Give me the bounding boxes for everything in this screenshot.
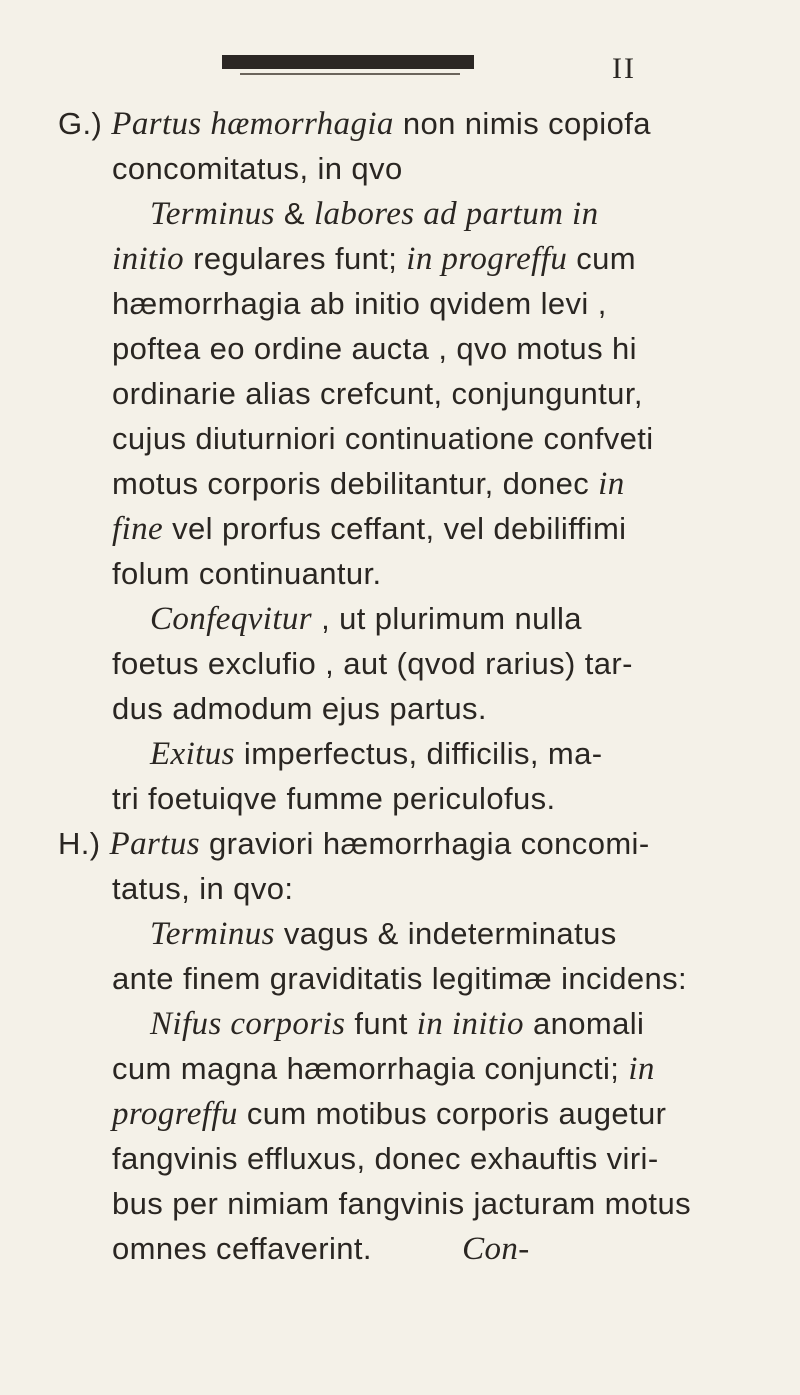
- text-line: [150, 914, 617, 954]
- italic-segment: Terminus: [150, 916, 275, 952]
- text-line: [112, 869, 293, 909]
- text-line: [112, 239, 636, 279]
- text-segment: motus corporis debilitantur, donec: [112, 466, 599, 501]
- italic-segment: Exitus: [150, 736, 235, 772]
- text-segment: fangvinis effluxus, donec exhauftis viri-: [112, 1141, 659, 1176]
- text-segment: G.): [58, 106, 112, 141]
- text-segment: funt: [345, 1006, 417, 1041]
- text-segment: cum motibus corporis augetur: [237, 1096, 667, 1131]
- page-number: II: [612, 52, 636, 85]
- text-segment: hæmorrhagia ab initio qvidem levi ,: [112, 286, 607, 321]
- italic-segment: labores ad partum in: [313, 196, 599, 232]
- italic-segment: in: [628, 1051, 655, 1087]
- text-segment: ordinarie alias crefcunt, conjunguntur,: [112, 376, 643, 411]
- italic-segment: fine: [112, 511, 164, 547]
- text-line: [58, 104, 651, 144]
- text-line: [112, 644, 633, 684]
- italic-segment: in: [598, 466, 625, 502]
- italic-segment: Terminus: [150, 196, 275, 232]
- text-line: [112, 1184, 691, 1224]
- italic-segment: progreffu: [112, 1096, 238, 1132]
- text-line: [150, 1004, 644, 1044]
- text-line: [58, 824, 650, 864]
- italic-segment: Partus: [109, 826, 200, 862]
- italic-segment: Confeqvitur: [150, 601, 313, 637]
- header-rule-thin: [240, 73, 460, 75]
- text-line: [112, 959, 687, 999]
- text-line: [150, 734, 603, 774]
- text-segment: regulares funt;: [184, 241, 407, 276]
- text-segment: concomitatus, in qvo: [112, 151, 403, 186]
- text-segment: , ut plurimum nulla: [312, 601, 582, 636]
- text-line: [112, 149, 403, 189]
- text-segment: [372, 1231, 462, 1266]
- text-line: [112, 464, 625, 504]
- text-segment: graviori hæmorrhagia concomi-: [199, 826, 650, 861]
- text-line: [112, 1139, 659, 1179]
- text-segment: omnes ceffaverint.: [112, 1231, 372, 1266]
- text-segment: H.): [58, 826, 110, 861]
- italic-segment: in progreffu: [406, 241, 568, 277]
- italic-segment: Partus hæmorrhagia: [111, 106, 394, 142]
- text-segment: foetus exclufio , aut (qvod rarius) tar-: [112, 646, 633, 681]
- text-line: [112, 779, 556, 819]
- italic-segment: Con-: [462, 1231, 530, 1267]
- text-line: [112, 1229, 530, 1269]
- text-line: [112, 1094, 666, 1134]
- italic-segment: initio: [112, 241, 185, 277]
- header-rule: [222, 55, 474, 69]
- text-segment: vel prorfus ceffant, vel debiliffimi: [163, 511, 627, 546]
- text-segment: imperfectus, difficilis, ma-: [234, 736, 603, 771]
- text-line: [112, 689, 487, 729]
- text-segment: non nimis copiofa: [393, 106, 651, 141]
- text-segment: cum: [567, 241, 637, 276]
- text-segment: cum magna hæmorrhagia conjuncti;: [112, 1051, 629, 1086]
- text-line: [112, 419, 654, 459]
- text-segment: ante finem graviditatis legitimæ incidens:: [112, 961, 688, 996]
- text-segment: vagus & indeterminatus: [274, 916, 617, 951]
- text-line: [112, 554, 382, 594]
- text-segment: tatus, in qvo:: [112, 871, 294, 906]
- italic-segment: in initio: [416, 1006, 524, 1042]
- text-line: [112, 1049, 655, 1089]
- text-line: [112, 374, 643, 414]
- text-segment: bus per nimiam fangvinis jacturam motus: [112, 1186, 691, 1221]
- text-segment: poftea eo ordine aucta , qvo motus hi: [112, 331, 637, 366]
- text-line: [112, 329, 637, 369]
- text-line: [150, 194, 599, 234]
- text-segment: dus admodum ejus partus.: [112, 691, 487, 726]
- text-segment: anomali: [523, 1006, 645, 1041]
- text-segment: &: [274, 196, 314, 231]
- text-line: [150, 599, 582, 639]
- italic-segment: Nifus corporis: [150, 1006, 346, 1042]
- text-segment: cujus diuturniori continuatione confveti: [112, 421, 654, 456]
- text-segment: tri foetuiqve fumme periculofus.: [112, 781, 556, 816]
- text-line: [112, 509, 626, 549]
- text-segment: folum continuantur.: [112, 556, 382, 591]
- text-line: [112, 284, 607, 324]
